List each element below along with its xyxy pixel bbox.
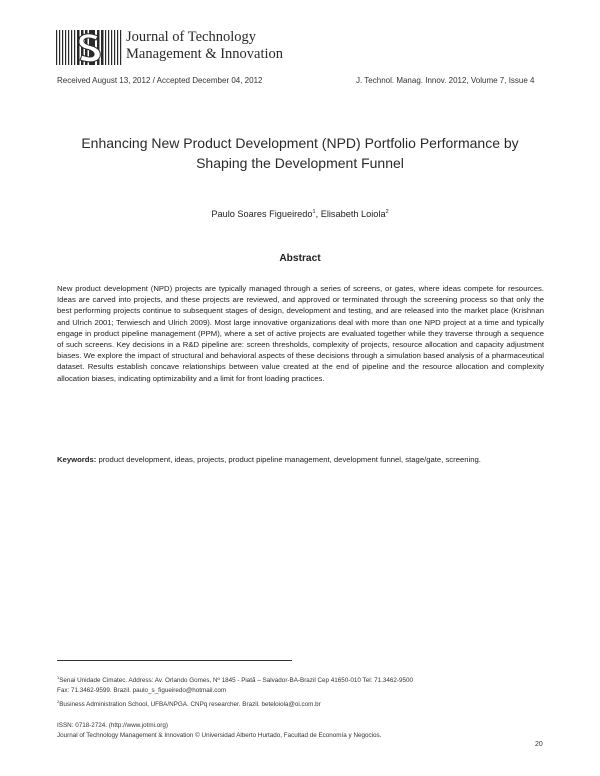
article-title-line2: Shaping the Development Funnel: [196, 154, 404, 171]
footnote-divider: [57, 660, 292, 661]
keywords: [57, 454, 544, 465]
journal-title-line1: Journal of Technology: [126, 29, 256, 45]
author-name: Paulo Soares Figueiredo: [211, 209, 313, 220]
keywords-label: Keywords:: [57, 455, 97, 464]
footnote-marker: 1: [57, 675, 60, 680]
article-title-line1: Enhancing New Product Development (NPD) Portfolio Performance by: [81, 135, 519, 151]
issn-line: ISSN: 0718-2724. (http://www.jotmi.org): [57, 722, 168, 729]
footnote-marker: 2: [57, 698, 60, 704]
abstract-text: New product development (NPD) projects are typically managed through a series of screens, or gates, where ideas compete for resources. Ideas are carved into projects, and these projects are reviewed, and approved or terminated through the screening process so that only the best performing projects continue to subsequent stages of design, development and testing, and are released into the market place (Krishnan and Ulrich 2001; Terwiesch and Ulrich 2009). Most large innovative organizations deal with more than one NPD project at a time and typically engage in product pipeline management (PPM), where a set of active projects are evaluated together while they traverse through a sequence of such screens. Key decisions in a R&D pipeline are: screen thresholds, complexity of projects, resource allocation and capacity adjustment biases. We explore the impact of structural and behavioral aspects of these decisions through a simulation based analysis of a pharmaceutical dataset. Results establish concave relationships between value created at the end of pipeline and the resource allocation and complexity allocation biases, indicating optimizability and a limit for front loading practices.: [57, 284, 544, 383]
received-accepted-dates: Received August 13, 2012 / Accepted December 04, 2012: [57, 76, 263, 85]
footnote-2-text: Business Administration School, UFBA/NPGA. CNPq researcher. Brazil. beteloiola@oi.com.br: [59, 700, 321, 708]
author-name: Elisabeth Loiola: [320, 209, 386, 220]
abstract-heading: Abstract: [279, 253, 321, 264]
article-title: [40, 134, 560, 173]
author-separator: ,: [315, 209, 321, 220]
affiliation-marker: 2: [385, 209, 389, 215]
footer: [57, 721, 381, 742]
footnote-2: [57, 697, 413, 710]
keywords-text: product development, ideas, projects, product pipeline management, development funnel, stage/gate, screening.: [96, 455, 481, 464]
journal-logo: [56, 27, 122, 68]
footnote-1: [57, 673, 413, 686]
journal-citation: J. Technol. Manag. Innov. 2012, Volume 7, Issue 4: [356, 76, 535, 85]
footnote-1-line1: Senai Unidade Cimatec. Address: Av. Orlando Gomes, Nº 1845 - Piatã – Salvador-BA-Brazil Cep 41650-010 Tel: 71.3462-9500: [59, 677, 413, 685]
page-number: 20: [535, 741, 543, 748]
journal-title-line2: Management & Innovation: [126, 46, 284, 62]
footnote-1-line2: Fax: 71.3462-9599. Brazil. paulo_s_figueiredo@hotmail.com: [57, 687, 227, 695]
journal-title: [126, 29, 283, 63]
affiliation-marker: 1: [312, 209, 316, 215]
authors: [40, 209, 560, 219]
publisher-line: Journal of Technology Management & Innovation © Universidad Alberto Hurtado, Facultad de Economía y Negocios.: [57, 732, 382, 740]
footnotes: [57, 673, 413, 710]
